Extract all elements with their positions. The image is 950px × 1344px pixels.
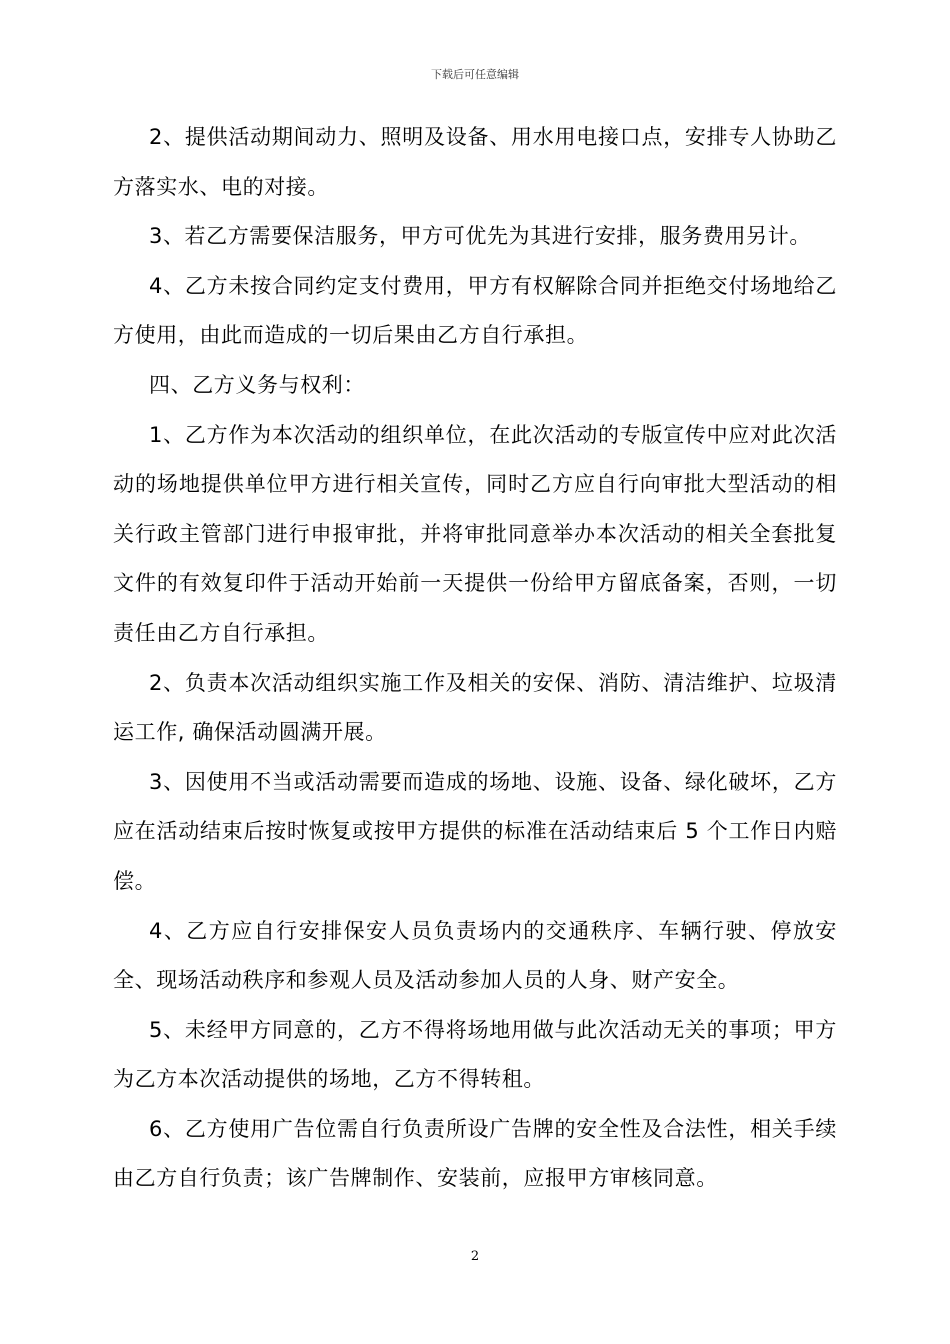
paragraph: 6、乙方使用广告位需自行负责所设广告牌的安全性及合法性，相关手续由乙方自行负责；该广告牌制作、安装前，应报甲方审核同意。 (113, 1116, 837, 1191)
paragraph: 5、未经甲方同意的，乙方不得将场地用做与此次活动无关的事项；甲方为乙方本次活动提供的场地，乙方不得转租。 (113, 1017, 837, 1092)
paragraph: 4、乙方未按合同约定支付费用，甲方有权解除合同并拒绝交付场地给乙方使用，由此而造成的一切后果由乙方自行承担。 (113, 273, 837, 348)
paragraph: 3、因使用不当或活动需要而造成的场地、设施、设备、绿化破坏，乙方应在活动结束后按时恢复或按甲方提供的标准在活动结束后 5 个工作日内赔偿。 (113, 769, 837, 893)
paragraph: 3、若乙方需要保洁服务，甲方可优先为其进行安排，服务费用另计。 (149, 224, 811, 249)
paragraph: 1、乙方作为本次活动的组织单位，在此次活动的专版宣传中应对此次活动的场地提供单位甲方进行相关宣传，同时乙方应自行向审批大型活动的相关行政主管部门进行申报审批，并将审批同意举办本次活动的相关全套批复文件的有效复印件于活动开始前一天提供一份给甲方留底备案，否则，一切责任由乙方自行承担。 (113, 422, 837, 645)
paragraph: 2、提供活动期间动力、照明及设备、用水用电接口点，安排专人协助乙方落实水、电的对接。 (113, 125, 837, 199)
document-body (113, 113, 837, 1204)
page-header-note: 下载后可任意编辑 (431, 68, 519, 81)
paragraph: 2、负责本次活动组织实施工作及相关的安保、消防、清洁维护、垃圾清运工作, 确保活动圆满开展。 (113, 670, 837, 745)
paragraph: 4、乙方应自行安排保安人员负责场内的交通秩序、车辆行驶、停放安全、现场活动秩序和参观人员及活动参加人员的人身、财产安全。 (113, 918, 837, 993)
page-number: 2 (470, 1249, 480, 1264)
section-heading: 四、乙方义务与权利： (149, 372, 365, 397)
